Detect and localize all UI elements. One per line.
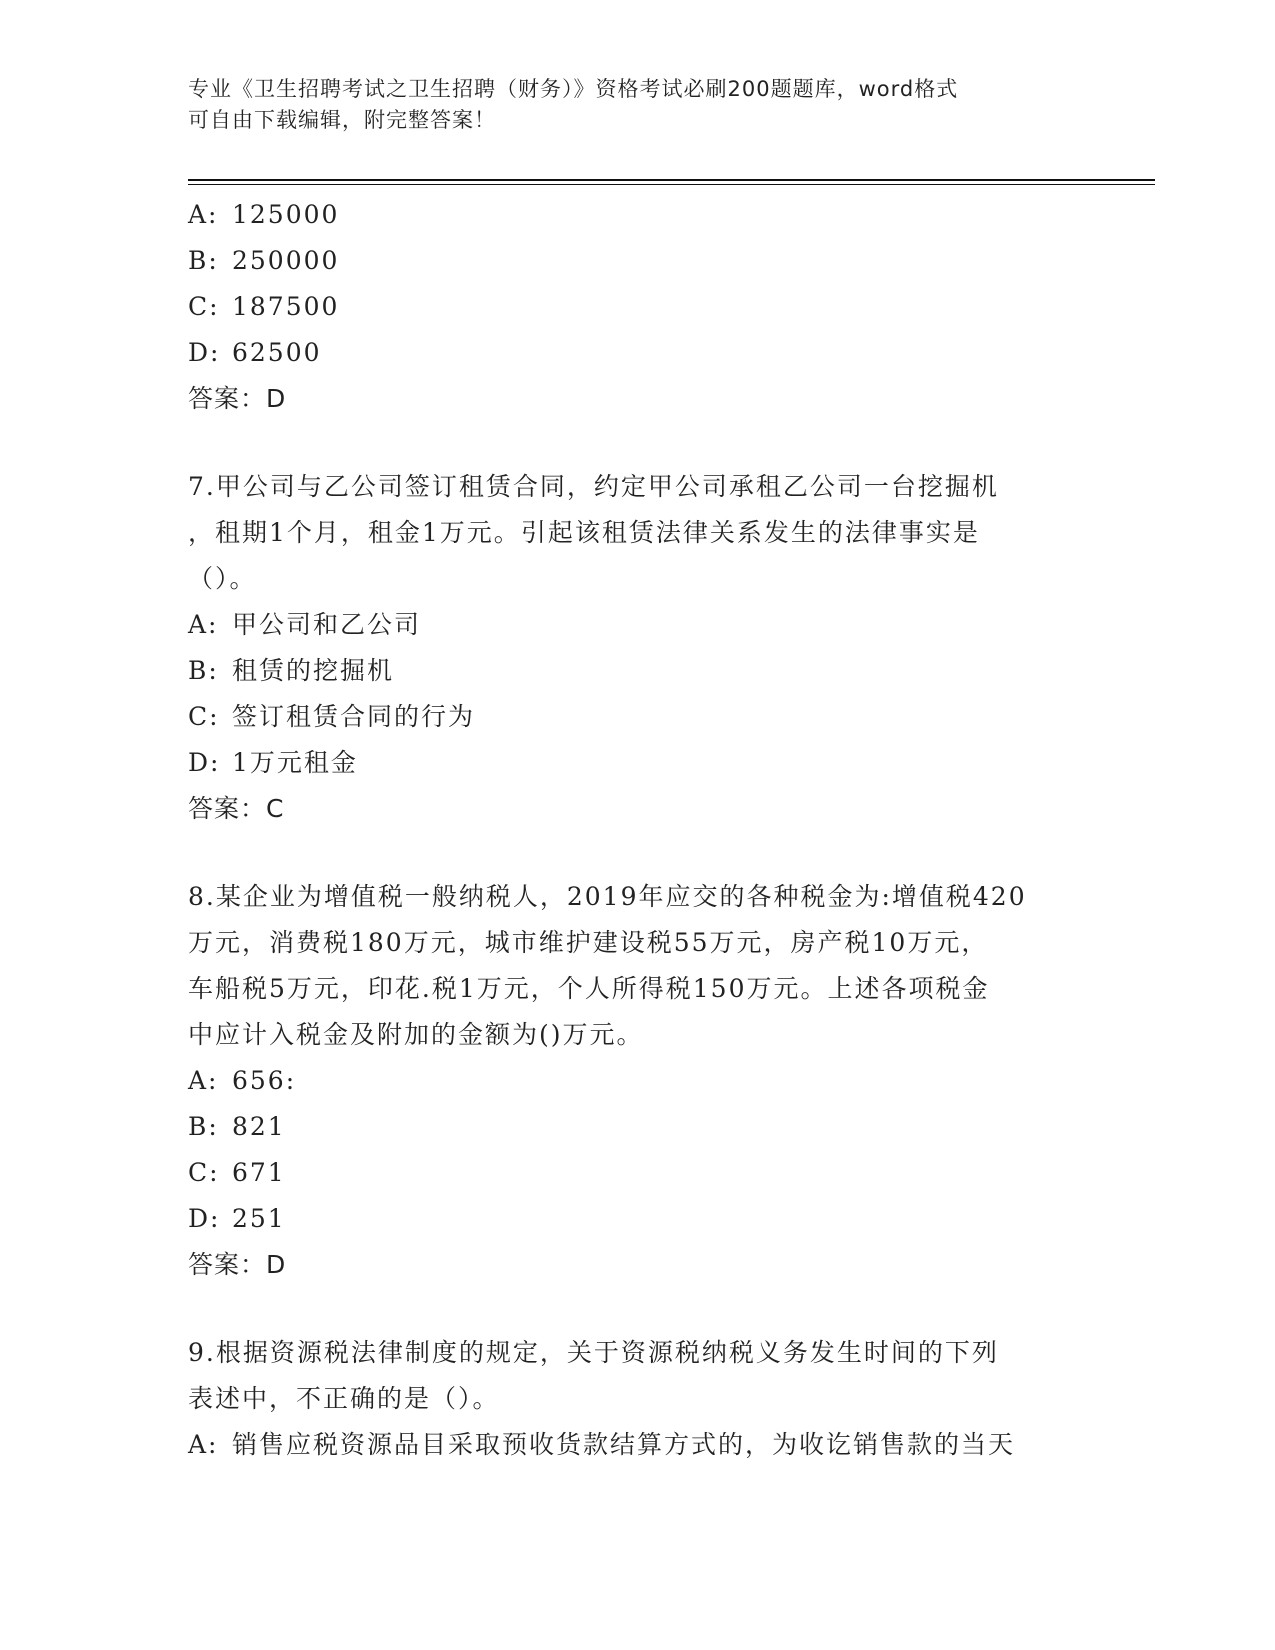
header-rule-thick — [188, 179, 1155, 181]
question-text-line: 万元，消费税180万元，城市维护建设税55万元，房产税10万元， — [188, 928, 989, 957]
header-line-2: 可自由下载编辑，附完整答案！ — [188, 108, 496, 132]
option-b: B: 250000 — [188, 246, 340, 275]
answer: 答案：C — [188, 794, 285, 823]
option-c: C: 187500 — [188, 292, 340, 321]
header-line-1: 专业《卫生招聘考试之卫生招聘（财务）》资格考试必刷200题题库，word格式 — [188, 77, 959, 101]
answer: 答案：D — [188, 1250, 287, 1279]
question-text-line: 中应计入税金及附加的金额为()万元。 — [188, 1020, 644, 1049]
header-rule-thin — [188, 184, 1155, 185]
document-body — [188, 192, 1088, 1468]
option-c: C: 签订租赁合同的行为 — [188, 702, 476, 731]
option-a: A: 甲公司和乙公司 — [188, 610, 422, 639]
option-b: B: 租赁的挖掘机 — [188, 656, 395, 685]
option-d: D: 1万元租金 — [188, 748, 358, 777]
document-header — [188, 74, 1068, 136]
option-a: A: 125000 — [188, 200, 340, 229]
question-8 — [188, 874, 1088, 1288]
question-text-line: 9.根据资源税法律制度的规定，关于资源税纳税义务发生时间的下列 — [188, 1338, 999, 1367]
option-a: A: 销售应税资源品目采取预收货款结算方式的，为收讫销售款的当天 — [188, 1430, 1016, 1459]
option-b: B: 821 — [188, 1112, 286, 1141]
question-text-line: ，租期1个月，租金1万元。引起该租赁法律关系发生的法律事实是 — [188, 518, 980, 547]
question-text-line: （）。 — [188, 564, 257, 593]
question-text-line: 8.某企业为增值税一般纳税人，2019年应交的各种税金为:增值税420 — [188, 882, 1027, 911]
option-d: D: 251 — [188, 1204, 286, 1233]
question-text-line: 车船税5万元，印花.税1万元，个人所得税150万元。上述各项税金 — [188, 974, 990, 1003]
question-text-line: 表述中，不正确的是（）。 — [188, 1384, 500, 1413]
option-a: A: 656: — [188, 1066, 297, 1095]
question-9 — [188, 1330, 1088, 1468]
question-7 — [188, 464, 1088, 832]
question-text-line: 7.甲公司与乙公司签订租赁合同，约定甲公司承租乙公司一台挖掘机 — [188, 472, 999, 501]
option-d: D: 62500 — [188, 338, 322, 367]
option-c: C: 671 — [188, 1158, 286, 1187]
answer: 答案：D — [188, 384, 287, 413]
question-6-options — [188, 192, 1088, 422]
